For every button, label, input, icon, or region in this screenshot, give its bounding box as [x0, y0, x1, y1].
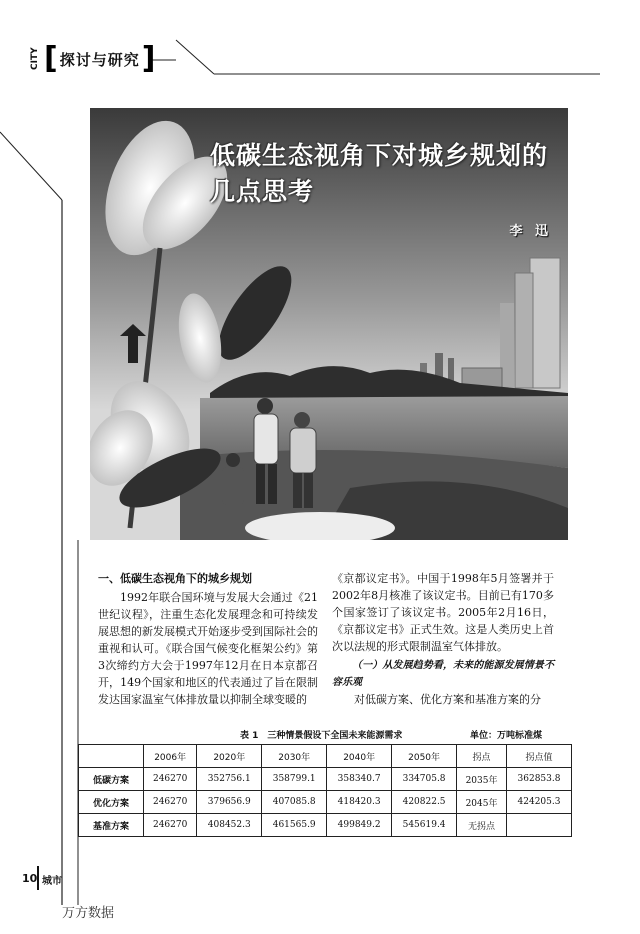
table-caption: 表 1 三种情景假设下全国未来能源需求 [240, 731, 403, 741]
table-cell: 424205.3 [507, 791, 572, 814]
table-header-cell: 2050年 [392, 745, 457, 768]
page-number: 10 [22, 872, 38, 885]
table-cell: 246270 [144, 768, 197, 791]
table-cell: 358799.1 [262, 768, 327, 791]
table-cell: 2035年 [457, 768, 507, 791]
energy-demand-table [78, 744, 572, 837]
table-header-cell: 2040年 [327, 745, 392, 768]
table-header-cell [79, 745, 144, 768]
table-row-label: 优化方案 [79, 791, 144, 814]
table-cell: 407085.8 [262, 791, 327, 814]
right-bracket-icon: ] [141, 41, 156, 76]
magazine-name: 城市 [42, 876, 62, 887]
table-unit: 单位：万吨标准煤 [470, 731, 543, 741]
section-tag [44, 41, 156, 76]
table-cell: 246270 [144, 791, 197, 814]
paragraph: 《京都议定书》。中国于1998年5月签署并于2002年8月核准了该议定书。目前已有170多个国家签订了该议定书。2005年2月16日，《京都议定书》正式生效。这是人类历史上首次以法规的形式限制温室气体排放。 [332, 572, 554, 653]
article-author: 李 迅 [509, 224, 552, 239]
article-column-right [332, 570, 554, 708]
watermark: 万方数据 [62, 906, 115, 921]
table-cell: 334705.8 [392, 768, 457, 791]
paragraph: 对低碳方案、优化方案和基准方案的分 [354, 693, 541, 706]
table-row [79, 768, 572, 791]
subsection-heading: （一）从发展趋势看，未来的能源发展情景不容乐观 [332, 660, 554, 688]
article-title-line1: 低碳生态视角下对城乡规划的 [210, 141, 549, 170]
table-header-cell: 2006年 [144, 745, 197, 768]
table-cell: 246270 [144, 814, 197, 837]
table-cell: 无拐点 [457, 814, 507, 837]
table-cell: 420822.5 [392, 791, 457, 814]
table-row [79, 814, 572, 837]
article-title [210, 138, 560, 210]
table-cell: 2045年 [457, 791, 507, 814]
paragraph: 1992年联合国环境与发展大会通过《21世纪议程》，注重生态化发展理念和可持续发展思想的新发展模式开始逐步受到国际社会的重视和认可。《联合国气候变化框架公约》第3次缔约方大会于1997年12月在日本京都召开，149个国家和地区的代表通过了旨在限制发达国家温室气体排放量以抑制全球变暖的 [98, 591, 318, 706]
table-cell: 418420.3 [327, 791, 392, 814]
table-cell: 362853.8 [507, 768, 572, 791]
article-title-line2: 几点思考 [210, 177, 315, 206]
table-cell: 545619.4 [392, 814, 457, 837]
table-header-row [79, 745, 572, 768]
table-row-label: 低碳方案 [79, 768, 144, 791]
section-label: 探讨与研究 [59, 50, 140, 69]
table-cell: 358340.7 [327, 768, 392, 791]
table-cell: 461565.9 [262, 814, 327, 837]
table-cell: 499849.2 [327, 814, 392, 837]
table-header-cell: 2020年 [197, 745, 262, 768]
hero-illustration [90, 108, 568, 540]
table-cell: 379656.9 [197, 791, 262, 814]
left-bracket-icon: [ [44, 41, 58, 76]
section-heading: 一、低碳生态视角下的城乡规划 [98, 572, 252, 585]
table-row-label: 基准方案 [79, 814, 144, 837]
table-header-cell: 拐点 [457, 745, 507, 768]
table-cell [507, 814, 572, 837]
article-column-left [98, 570, 318, 708]
city-vertical-label: CITY [30, 47, 40, 71]
table-header-cell: 拐点值 [507, 745, 572, 768]
table-header-cell: 2030年 [262, 745, 327, 768]
table-cell: 408452.3 [197, 814, 262, 837]
page-number-divider [37, 866, 39, 890]
table-cell: 352756.1 [197, 768, 262, 791]
table-row [79, 791, 572, 814]
